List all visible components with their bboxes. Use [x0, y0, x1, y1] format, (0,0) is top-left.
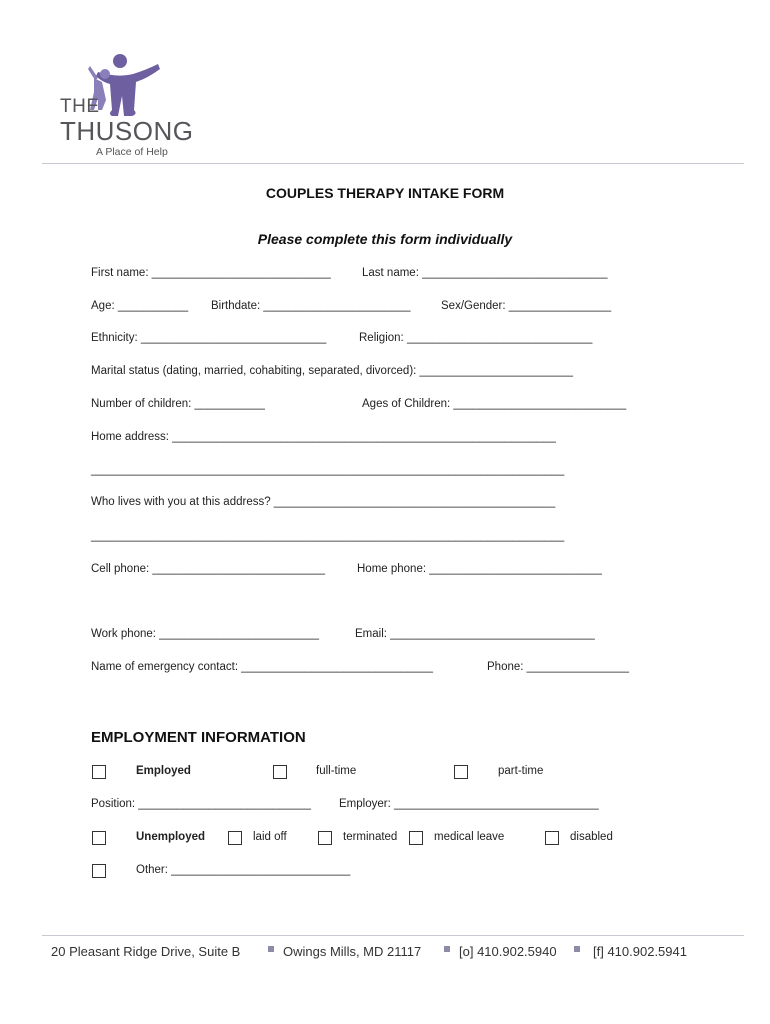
other-checkbox[interactable] — [92, 864, 106, 878]
employer-field[interactable]: Employer: ________________________________ — [339, 798, 599, 810]
employed-checkbox[interactable] — [92, 765, 106, 779]
form-title: COUPLES THERAPY INTAKE FORM — [265, 185, 505, 201]
birthdate-field[interactable]: Birthdate: _______________________ — [211, 300, 411, 312]
terminated-label: terminated — [343, 831, 398, 843]
footer-bullet-icon — [268, 946, 274, 952]
form-subtitle: Please complete this form individually — [257, 231, 513, 247]
laid-off-label: laid off — [253, 831, 287, 843]
medical-leave-checkbox[interactable] — [409, 831, 423, 845]
emergency-contact-field[interactable]: Name of emergency contact: ______________________________ — [91, 661, 434, 673]
work-phone-field[interactable]: Work phone: _________________________ — [91, 628, 320, 640]
ethnicity-field[interactable]: Ethnicity: _____________________________ — [91, 332, 327, 344]
unemployed-label: Unemployed — [136, 831, 206, 843]
who-lives-line-2[interactable]: __________________________________________________________________________ — [91, 530, 565, 542]
full-time-label: full-time — [316, 765, 357, 777]
footer-divider — [42, 935, 744, 936]
footer-bullet-icon — [444, 946, 450, 952]
brand-tagline: A Place of Help — [96, 146, 168, 158]
unemployed-checkbox[interactable] — [92, 831, 106, 845]
religion-field[interactable]: Religion: _____________________________ — [359, 332, 593, 344]
brand-name: THUSONG — [60, 116, 194, 146]
number-of-children-field[interactable]: Number of children: ___________ — [91, 398, 265, 410]
terminated-checkbox[interactable] — [318, 831, 332, 845]
employment-heading: EMPLOYMENT INFORMATION — [91, 729, 306, 746]
cell-phone-field[interactable]: Cell phone: ___________________________ — [91, 563, 326, 575]
brand-the: THE — [60, 96, 100, 117]
footer-bullet-icon — [574, 946, 580, 952]
first-name-field[interactable]: First name: ____________________________ — [91, 267, 331, 279]
last-name-field[interactable]: Last name: _____________________________ — [362, 267, 608, 279]
disabled-checkbox[interactable] — [545, 831, 559, 845]
home-address-field[interactable]: Home address: ____________________________________________________________ — [91, 431, 556, 443]
disabled-label: disabled — [570, 831, 613, 843]
position-field[interactable]: Position: ___________________________ — [91, 798, 311, 810]
footer-address: 20 Pleasant Ridge Drive, Suite B — [51, 944, 241, 959]
email-field[interactable]: Email: ________________________________ — [355, 628, 595, 640]
laid-off-checkbox[interactable] — [228, 831, 242, 845]
home-address-line-2[interactable]: __________________________________________________________________________ — [91, 464, 565, 476]
emergency-phone-field[interactable]: Phone: ________________ — [487, 661, 629, 673]
sex-gender-field[interactable]: Sex/Gender: ________________ — [441, 300, 612, 312]
home-phone-field[interactable]: Home phone: ___________________________ — [357, 563, 602, 575]
footer-office-phone: [o] 410.902.5940 — [459, 944, 557, 959]
age-field[interactable]: Age: ___________ — [91, 300, 189, 312]
footer-city: Owings Mills, MD 21117 — [283, 944, 422, 959]
full-time-checkbox[interactable] — [273, 765, 287, 779]
ages-of-children-field[interactable]: Ages of Children: ___________________________ — [362, 398, 627, 410]
footer-fax: [f] 410.902.5941 — [593, 944, 687, 959]
part-time-checkbox[interactable] — [454, 765, 468, 779]
other-field[interactable]: Other: ____________________________ — [136, 864, 351, 876]
employed-label: Employed — [136, 765, 191, 777]
medical-leave-label: medical leave — [434, 831, 505, 843]
header-divider — [42, 163, 744, 164]
marital-status-field[interactable]: Marital status (dating, married, cohabiting, separated, divorced): ________________________ — [91, 365, 574, 377]
who-lives-field[interactable]: Who lives with you at this address? ____________________________________________ — [91, 496, 556, 508]
part-time-label: part-time — [498, 765, 544, 777]
